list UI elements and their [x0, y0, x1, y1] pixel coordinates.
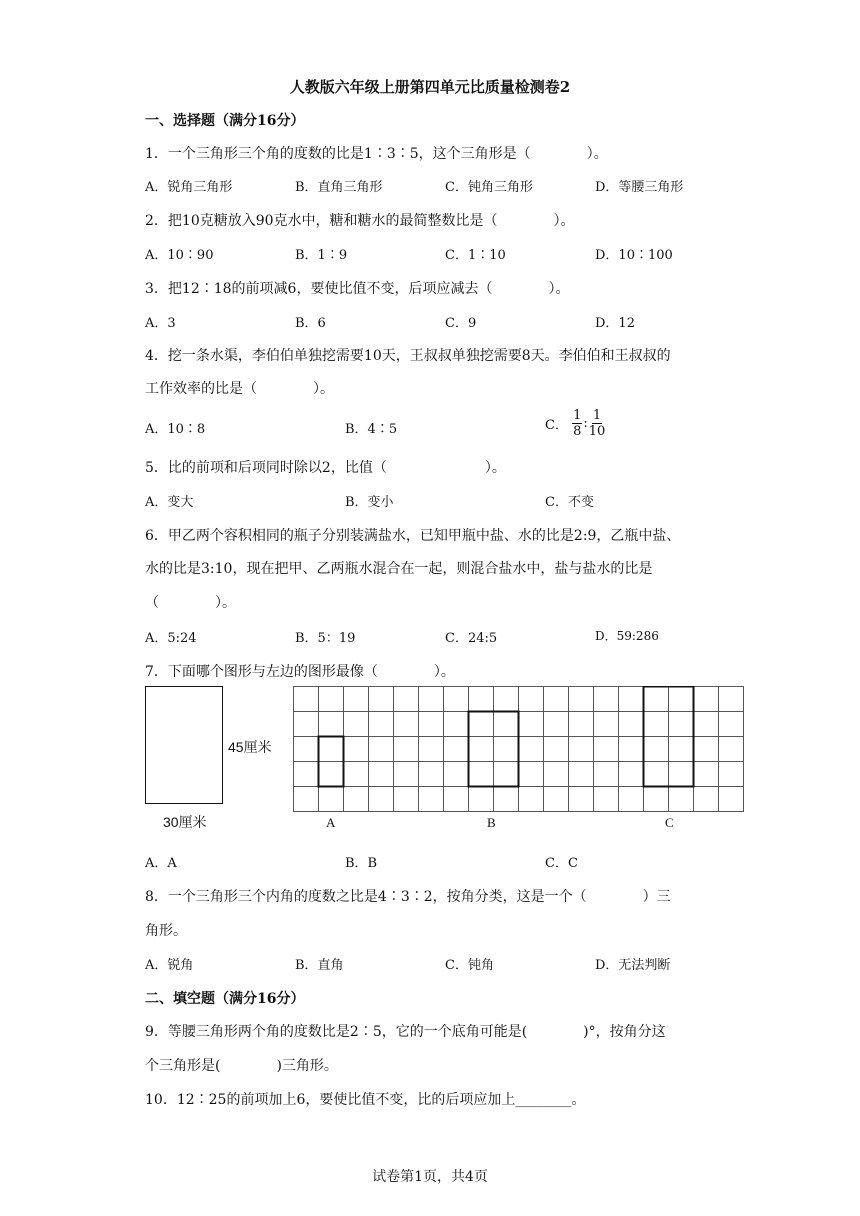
q2-option-b: B．1∶9 [295, 248, 348, 263]
section-heading-choice: 一、选择题（满分16分） [145, 113, 305, 129]
fraction-1-10 [589, 408, 606, 439]
question-3: 3．把12∶18的前项减6，要使比值不变，后项应减去（ ）。 [145, 281, 570, 297]
question-2: 2．把10克糖放入90克水中，糖和糖水的最简整数比是（ ）。 [145, 213, 575, 229]
q3-option-c: C．9 [445, 316, 477, 331]
question-8-line1: 8．一个三角形三个内角的度数之比是4∶3∶2，按角分类，这是一个（ ）三 [145, 889, 671, 905]
question-6-line2: 水的比是3:10，现在把甲、乙两瓶水混合在一起，则混合盐水中，盐与盐水的比是 [145, 561, 653, 577]
q3-option-d: D．12 [595, 316, 635, 331]
q4-option-b: B．4∶5 [345, 422, 398, 437]
fraction-1-8 [572, 408, 582, 439]
q7-option-c: C．C [545, 856, 578, 871]
page-footer: 试卷第1页，共4页 [372, 1169, 488, 1185]
q5-option-a: A．变大 [145, 495, 194, 510]
q8-option-c: C．钝角 [445, 958, 494, 973]
grid-label-c: C [665, 815, 674, 830]
q2-option-d: D．10∶100 [595, 248, 673, 263]
question-4-line1: 4．挖一条水渠，李伯伯单独挖需要10天，王叔叔单独挖需要8天。李伯伯和王叔叔的 [145, 348, 671, 364]
fraction-numerator: 1 [592, 408, 602, 423]
square-grid-figure [293, 686, 745, 816]
question-1: 1．一个三角形三个角的度数的比是1∶3∶5，这个三角形是（ ）。 [145, 146, 608, 162]
q2-option-a: A．10∶90 [145, 248, 214, 263]
grid-label-a: A [326, 815, 336, 830]
question-9-line1: 9．等腰三角形两个角的度数比是2∶5，它的一个底角可能是( )°，按角分这 [145, 1024, 666, 1040]
q5-option-c: C．不变 [545, 495, 594, 510]
question-7: 7．下面哪个图形与左边的图形最像（ ）。 [145, 664, 455, 680]
q7-option-a: A．A [145, 856, 177, 871]
q3-option-a: A．3 [145, 316, 176, 331]
q1-option-b: B．直角三角形 [295, 180, 383, 195]
question-6-line1: 6．甲乙两个容积相同的瓶子分别装满盐水，已知甲瓶中盐、水的比是2:9，乙瓶中盐、 [145, 528, 681, 544]
ratio-colon: : [583, 416, 588, 431]
width-label: 30厘米 [163, 814, 207, 830]
fraction-denominator: 10 [588, 424, 606, 439]
q7-option-b: B．B [345, 856, 378, 871]
fraction-denominator: 8 [573, 424, 582, 439]
q6-option-d: D．59:286 [595, 629, 659, 643]
fraction-numerator: 1 [573, 408, 582, 423]
grid-label-b: B [487, 815, 496, 830]
q5-option-b: B．变小 [345, 495, 394, 510]
q6-option-b: B．5：19 [295, 631, 356, 646]
height-label: 45厘米 [228, 739, 272, 755]
section-heading-fill: 二、填空题（满分16分） [145, 991, 305, 1007]
q8-option-d: D．无法判断 [595, 958, 671, 973]
reference-rectangle [145, 686, 223, 804]
question-6-line3: （ ）。 [145, 595, 236, 611]
q6-option-c: C．24:5 [445, 631, 498, 646]
q4-option-a: A．10∶8 [145, 422, 206, 437]
question-10: 10．12∶25的前项加上6，要使比值不变，比的后项应加上________。 [145, 1092, 586, 1108]
q2-option-c: C．1∶10 [445, 248, 506, 263]
q8-option-b: B．直角 [295, 958, 344, 973]
page-title: 人教版六年级上册第四单元比质量检测卷2 [289, 78, 571, 96]
question-4-line2: 工作效率的比是（ ）。 [145, 381, 334, 397]
q1-option-a: A．锐角三角形 [145, 180, 233, 195]
question-5: 5．比的前项和后项同时除以2，比值（ ）。 [145, 460, 506, 476]
q1-option-d: D．等腰三角形 [595, 180, 684, 195]
q6-option-a: A．5:24 [145, 631, 197, 646]
question-9-line2: 个三角形是( )三角形。 [145, 1058, 338, 1074]
question-8-line2: 角形。 [145, 923, 187, 939]
q4-option-c [545, 408, 605, 439]
q4-option-c-label: C． [545, 418, 568, 433]
q3-option-b: B．6 [295, 316, 326, 331]
q8-option-a: A．锐角 [145, 958, 194, 973]
q1-option-c: C．钝角三角形 [445, 180, 533, 195]
